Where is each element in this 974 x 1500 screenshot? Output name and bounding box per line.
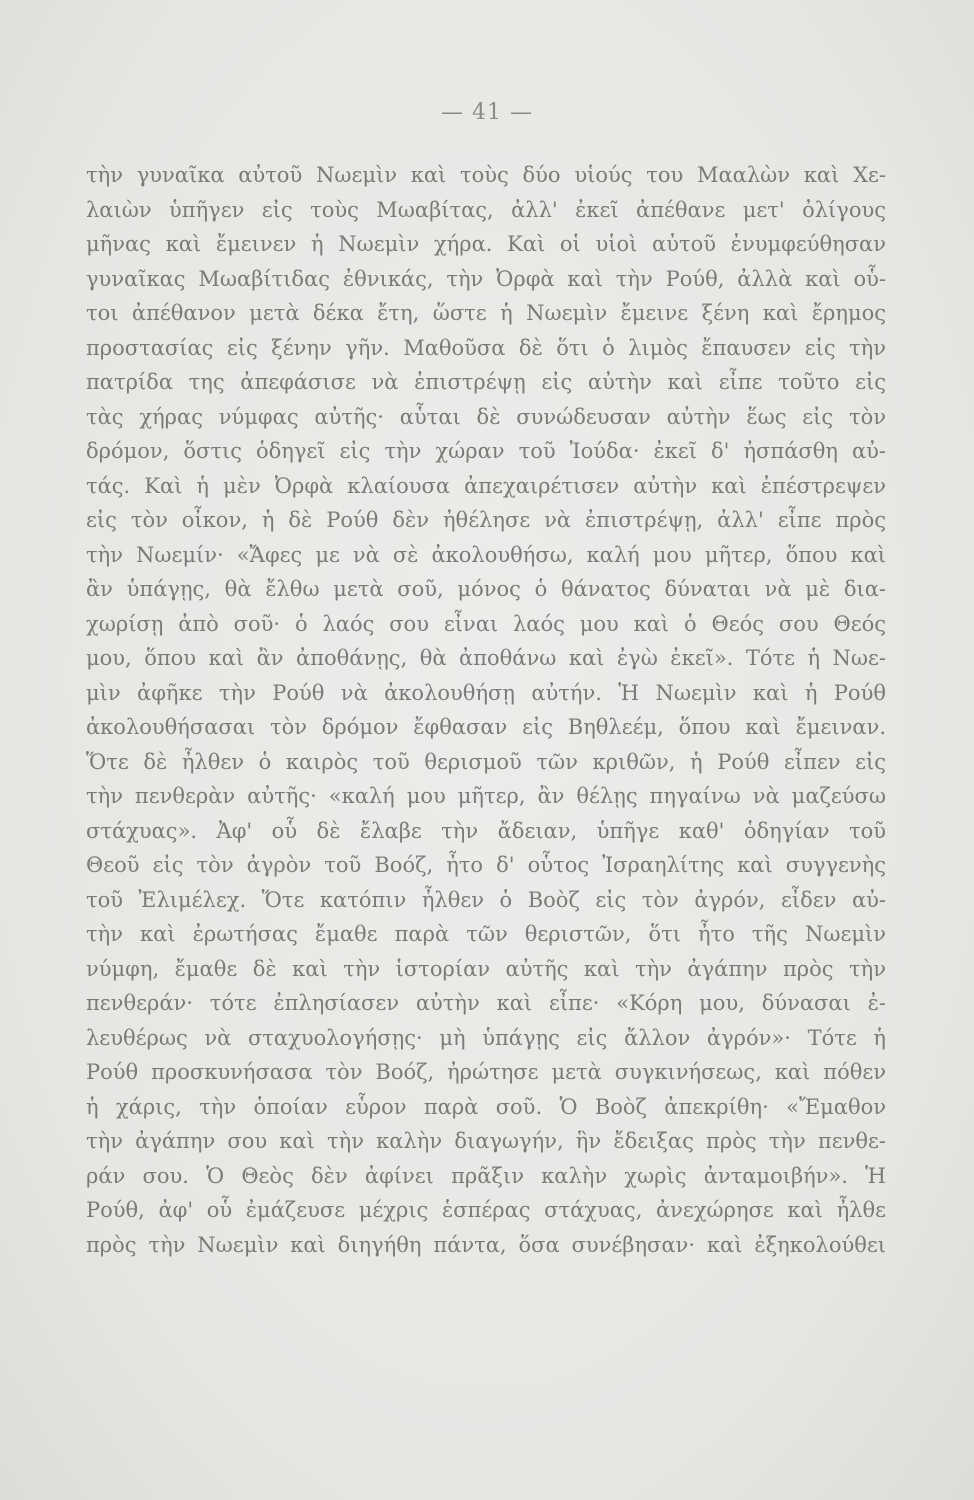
text-line: μῆνας καὶ ἔμεινεν ἡ Νωεμὶν χήρα. Καὶ οἱ υἱοὶ αὐτοῦ ἐνυμφεύθησαν (86, 232, 886, 256)
text-line: Ρούθ, ἀφ' οὗ ἐμάζευσε μέχρις ἑσπέρας στάχυας, ἀνεχώρησε καὶ ἦλθε (86, 1198, 886, 1222)
text-line: λαιὼν ὑπῆγεν εἰς τοὺς Μωαβίτας, ἀλλ' ἐκεῖ ἀπέθανε μετ' ὀλίγους (86, 197, 886, 222)
text-line: τοῦ Ἐλιμέλεχ. Ὅτε κατόπιν ἦλθεν ὁ Βοὸζ εἰς τὸν ἀγρόν, εἶδεν αὐ- (86, 887, 886, 912)
text-line: εἰς τὸν οἶκον, ἡ δὲ Ρούθ δὲν ἠθέλησε νὰ ἐπιστρέψῃ, ἀλλ' εἶπε πρὸς (86, 508, 886, 532)
text-line: πατρίδα της ἀπεφάσισε νὰ ἐπιστρέψῃ εἰς αὐτὴν καὶ εἶπε τοῦτο εἰς (86, 370, 886, 394)
text-line: πρὸς τὴν Νωεμὶν καὶ διηγήθη πάντα, ὅσα συνέβησαν· καὶ ἐξηκολούθει (86, 1232, 886, 1257)
text-line: λευθέρως νὰ σταχυολογήσῃς· μὴ ὑπάγῃς εἰς ἄλλον ἀγρόν»· Τότε ἡ (86, 1025, 886, 1050)
text-line: γυναῖκας Μωαβίτιδας ἐθνικάς, τὴν Ὀρφὰ καὶ τὴν Ρούθ, ἀλλὰ καὶ οὗ- (86, 266, 886, 291)
text-line: στάχυας». Ἀφ' οὗ δὲ ἔλαβε τὴν ἄδειαν, ὑπῆγε καθ' ὁδηγίαν τοῦ (86, 818, 886, 843)
text-line: τὴν πενθερὰν αὐτῆς· «καλή μου μῆτερ, ἂν θέλῃς πηγαίνω νὰ μαζεύσω (86, 784, 886, 808)
text-line: τάς. Καὶ ἡ μὲν Ὀρφὰ κλαίουσα ἀπεχαιρέτισεν αὐτὴν καὶ ἐπέστρεψεν (86, 473, 886, 498)
text-line: νύμφη, ἔμαθε δὲ καὶ τὴν ἱστορίαν αὐτῆς καὶ τὴν ἀγάπην πρὸς τὴν (86, 956, 886, 981)
text-line: τὴν καὶ ἐρωτήσας ἔμαθε παρὰ τῶν θεριστῶν, ὅτι ἦτο τῆς Νωεμὶν (86, 922, 886, 946)
page-number: — 41 — (441, 100, 533, 125)
text-line: χωρίσῃ ἀπὸ σοῦ· ὁ λαός σου εἶναι λαός μου καὶ ὁ Θεός σου Θεός (86, 611, 886, 636)
text-line: τοι ἀπέθανον μετὰ δέκα ἔτη, ὥστε ἡ Νωεμὶν ἔμεινε ξένη καὶ ἔρημος (86, 301, 886, 325)
body-text (86, 158, 886, 1262)
text-line: προστασίας εἰς ξένην γῆν. Μαθοῦσα δὲ ὅτι ὁ λιμὸς ἔπαυσεν εἰς τὴν (86, 335, 886, 360)
text-line: Ὅτε δὲ ἦλθεν ὁ καιρὸς τοῦ θερισμοῦ τῶν κριθῶν, ἡ Ρούθ εἶπεν εἰς (86, 749, 886, 774)
text-line: μου, ὅπου καὶ ἂν ἀποθάνῃς, θὰ ἀποθάνω καὶ ἐγὼ ἐκεῖ». Τότε ἡ Νωε- (86, 646, 886, 670)
text-line: τὴν Νωεμίν· «Ἄφες με νὰ σὲ ἀκολουθήσω, καλή μου μῆτερ, ὅπου καὶ (86, 542, 886, 567)
text-line: ἀκολουθήσασαι τὸν δρόμον ἔφθασαν εἰς Βηθλεέμ, ὅπου καὶ ἔμειναν. (86, 715, 886, 739)
text-line: Θεοῦ εἰς τὸν ἀγρὸν τοῦ Βοόζ, ἦτο δ' οὗτος Ἰσραηλίτης καὶ συγγενὴς (86, 853, 886, 877)
text-line: τὴν γυναῖκα αὐτοῦ Νωεμὶν καὶ τοὺς δύο υἱούς του Μααλὼν καὶ Χε- (86, 163, 886, 187)
text-line: μὶν ἀφῆκε τὴν Ρούθ νὰ ἀκολουθήσῃ αὐτήν. Ἡ Νωεμὶν καὶ ἡ Ρούθ (86, 680, 886, 705)
text-line: τὰς χήρας νύμφας αὐτῆς· αὗται δὲ συνώδευσαν αὐτὴν ἕως εἰς τὸν (86, 404, 886, 429)
text-line: Ρούθ προσκυνήσασα τὸν Βοόζ, ἠρώτησε μετὰ συγκινήσεως, καὶ πόθεν (86, 1060, 886, 1084)
text-line: πενθεράν· τότε ἐπλησίασεν αὐτὴν καὶ εἶπε· «Κόρη μου, δύνασαι ἐ- (86, 991, 886, 1015)
text-line: ράν σου. Ὁ Θεὸς δὲν ἀφίνει πρᾶξιν καλὴν χωρὶς ἀνταμοιβήν». Ἡ (86, 1163, 886, 1188)
text-line: ἡ χάρις, τὴν ὁποίαν εὗρον παρὰ σοῦ. Ὁ Βοὸζ ἀπεκρίθη· «Ἔμαθον (86, 1094, 886, 1119)
text-line: δρόμον, ὅστις ὁδηγεῖ εἰς τὴν χώραν τοῦ Ἰούδα· ἐκεῖ δ' ἠσπάσθη αὐ- (86, 439, 886, 463)
text-line: τὴν ἀγάπην σου καὶ τὴν καλὴν διαγωγήν, ἣν ἔδειξας πρὸς τὴν πενθε- (86, 1129, 886, 1153)
text-line: ἂν ὑπάγῃς, θὰ ἔλθω μετὰ σοῦ, μόνος ὁ θάνατος δύναται νὰ μὲ δια- (86, 577, 886, 601)
